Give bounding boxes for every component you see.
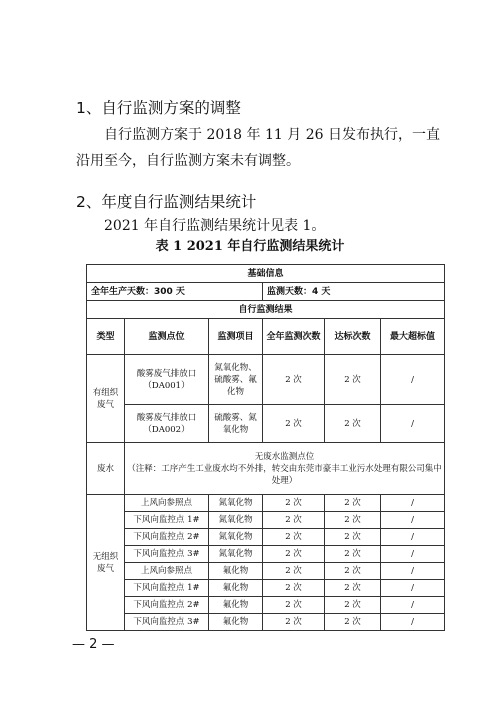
- count-cell: 2 次: [263, 546, 325, 563]
- count-cell: 2 次: [263, 405, 325, 443]
- table-row: [87, 563, 445, 580]
- item-cell: 氟化物: [209, 614, 263, 631]
- header-pass: 达标次数: [325, 319, 381, 355]
- point-cell: 下风向监控点 2#: [125, 597, 209, 614]
- header-max: 最大超标值: [381, 319, 445, 355]
- count-cell: 2 次: [263, 580, 325, 597]
- table-row: [87, 546, 445, 563]
- count-cell: 2 次: [263, 529, 325, 546]
- item-cell: 氮氧化物: [209, 495, 263, 512]
- table-row: [87, 355, 445, 405]
- max-cell: /: [381, 563, 445, 580]
- pass-cell: 2 次: [325, 495, 381, 512]
- max-cell: /: [381, 495, 445, 512]
- max-cell: /: [381, 405, 445, 443]
- page-number: — 2 —: [72, 637, 115, 652]
- basic-info-header: 基础信息: [87, 265, 445, 283]
- count-cell: 2 次: [263, 563, 325, 580]
- wastewater-line2: （注释：工序产生工业废水均不外排，转交由东莞市豪丰工业污水处理有限公司集中处理）: [127, 463, 442, 486]
- max-cell: /: [381, 580, 445, 597]
- type-cell-unorganized: 无组织废气: [87, 495, 125, 631]
- max-cell: /: [381, 512, 445, 529]
- wastewater-line1: 无废水监测点位: [254, 451, 315, 462]
- table-row: [87, 405, 445, 443]
- point-cell: 酸雾废气排放口（DA001）: [125, 355, 209, 405]
- count-cell: 2 次: [263, 597, 325, 614]
- pass-cell: 2 次: [325, 614, 381, 631]
- header-row: [87, 319, 445, 355]
- pass-cell: 2 次: [325, 405, 381, 443]
- wastewater-row: [87, 443, 445, 495]
- item-cell: 氟化物: [209, 563, 263, 580]
- basic-info-row: [87, 265, 445, 283]
- table-row: [87, 614, 445, 631]
- header-count: 全年监测次数: [263, 319, 325, 355]
- point-cell: 上风向参照点: [125, 495, 209, 512]
- production-days: 全年生产天数：300 天: [87, 283, 263, 301]
- results-title-row: [87, 301, 445, 319]
- item-cell: 氮氧化物: [209, 512, 263, 529]
- results-title: 自行监测结果: [87, 301, 445, 319]
- table-row: [87, 512, 445, 529]
- table-row: [87, 597, 445, 614]
- max-cell: /: [381, 597, 445, 614]
- item-cell: 氮氧化物、硫酸雾、氟化物: [209, 355, 263, 405]
- table-row: [87, 495, 445, 512]
- max-cell: /: [381, 529, 445, 546]
- item-cell: 硫酸雾、氮氧化物: [209, 405, 263, 443]
- point-cell: 酸雾废气排放口（DA002）: [125, 405, 209, 443]
- table-caption: 表 1 2021 年自行监测结果统计: [155, 239, 345, 254]
- item-cell: 氮氧化物: [209, 529, 263, 546]
- pass-cell: 2 次: [325, 546, 381, 563]
- monitoring-results-table: [86, 264, 445, 631]
- header-item: 监测项目: [209, 319, 263, 355]
- pass-cell: 2 次: [325, 529, 381, 546]
- days-row: [87, 283, 445, 301]
- count-cell: 2 次: [263, 614, 325, 631]
- section2-heading: 2、年度自行监测结果统计: [76, 193, 257, 211]
- count-cell: 2 次: [263, 495, 325, 512]
- table-row: [87, 529, 445, 546]
- table-row: [87, 580, 445, 597]
- wastewater-note: [125, 443, 445, 495]
- point-cell: 下风向监控点 1#: [125, 580, 209, 597]
- pass-cell: 2 次: [325, 580, 381, 597]
- pass-cell: 2 次: [325, 597, 381, 614]
- section1-heading: 1、自行监测方案的调整: [76, 99, 241, 117]
- monitoring-days: 监测天数：4 天: [263, 283, 445, 301]
- max-cell: /: [381, 355, 445, 405]
- point-cell: 下风向监控点 2#: [125, 529, 209, 546]
- item-cell: 氟化物: [209, 597, 263, 614]
- max-cell: /: [381, 546, 445, 563]
- count-cell: 2 次: [263, 355, 325, 405]
- point-cell: 下风向监控点 1#: [125, 512, 209, 529]
- count-cell: 2 次: [263, 512, 325, 529]
- pass-cell: 2 次: [325, 512, 381, 529]
- max-cell: /: [381, 614, 445, 631]
- item-cell: 氟化物: [209, 580, 263, 597]
- type-cell-wastewater: 废水: [87, 443, 125, 495]
- section2-intro: 2021 年自行监测结果统计见表 1。: [104, 218, 326, 234]
- pass-cell: 2 次: [325, 355, 381, 405]
- point-cell: 上风向参照点: [125, 563, 209, 580]
- type-cell-organized: 有组织废气: [87, 355, 125, 443]
- pass-cell: 2 次: [325, 563, 381, 580]
- point-cell: 下风向监控点 3#: [125, 614, 209, 631]
- section1-paragraph: [76, 122, 446, 174]
- point-cell: 下风向监控点 3#: [125, 546, 209, 563]
- section1-paragraph-text: 自行监测方案于 2018 年 11 月 26 日发布执行，一直沿用至今，自行监测方案未有调整。: [76, 127, 440, 169]
- header-point: 监测点位: [125, 319, 209, 355]
- header-type: 类型: [87, 319, 125, 355]
- item-cell: 氮氧化物: [209, 546, 263, 563]
